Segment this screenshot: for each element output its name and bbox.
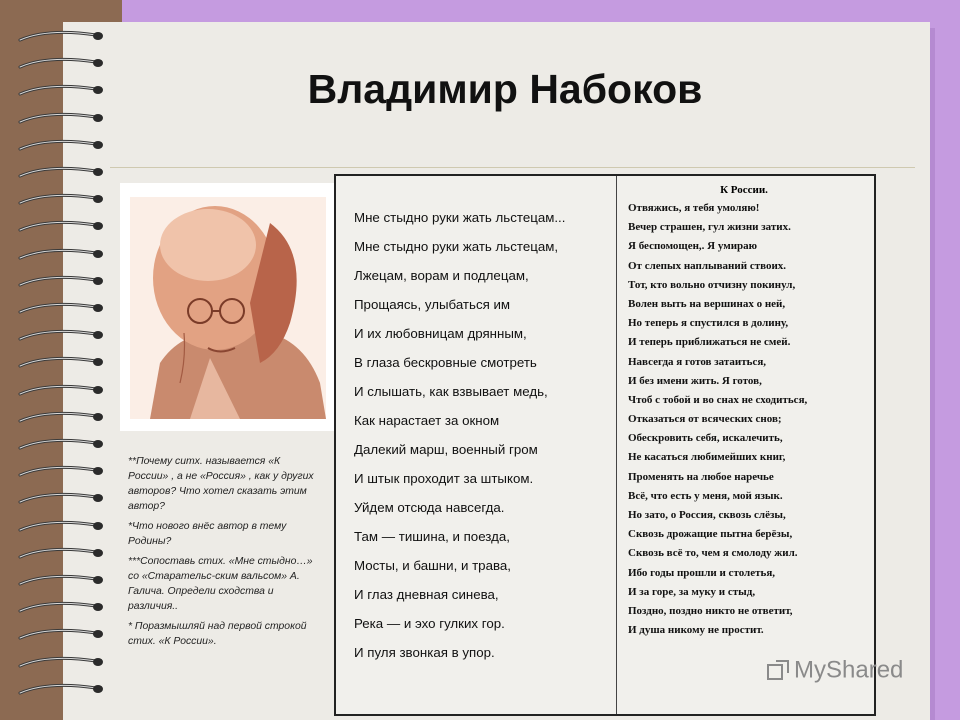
poem-ashamed-line: Уйдем отсюда навсегда. — [354, 500, 505, 515]
spiral-ring-icon — [18, 492, 104, 506]
spiral-ring-icon — [18, 656, 104, 670]
poem-ashamed-line: И их любовницам дрянным, — [354, 326, 527, 341]
question-3: ***Сопоставь стих. «Мне стыдно…» со «Старательс-ским вальсом» А. Галича. Определи сходства и различия.. — [128, 556, 313, 612]
question-1: **Почему ситх. называется «К России» , а не «Россия» , как у других авторов? Что хотел сказать этим автор? — [128, 456, 314, 512]
poem-to-russia-line: Но зато, о Россия, сквозь слёзы, — [628, 509, 786, 521]
poem-to-russia-line: Поздно, поздно никто не ответит, — [628, 604, 793, 617]
poem-to-russia-line: Волен выть на вершинах о ней, — [628, 297, 786, 310]
poem-to-russia-lines — [628, 199, 870, 640]
poem-to-russia-line: Отвяжись, я тебя умоляю! — [628, 202, 760, 214]
poem-ashamed-line: Мне стыдно руки жать льстецам... — [354, 210, 566, 225]
spiral-ring-icon — [18, 601, 104, 615]
spiral-ring-icon — [18, 547, 104, 561]
poem-to-russia-line: Обескровить себя, искалечить, — [628, 432, 783, 445]
poem-ashamed-line: И слышать, как взвывает медь, — [354, 384, 548, 399]
title-rule — [110, 167, 915, 168]
portrait-sketch-icon — [120, 183, 336, 431]
poem-to-russia-line: Ибо годы прошли и столетья, — [628, 566, 776, 579]
spiral-ring-icon — [18, 356, 104, 370]
poem-ashamed-line: В глаза бескровные смотреть — [354, 355, 537, 370]
poem-ashamed-line: Там — тишина, и поезда, — [354, 529, 510, 544]
poem-to-russia-line: Но теперь я спустился в долину, — [628, 317, 789, 330]
spiral-ring-icon — [18, 520, 104, 534]
poems-table — [334, 174, 876, 716]
poem-ashamed-line: Далекий марш, военный гром — [354, 442, 538, 457]
spiral-ring-icon — [18, 411, 104, 425]
poem-ashamed — [354, 203, 609, 667]
poem-to-russia-line: Всё, что есть у меня, мой язык. — [628, 489, 783, 502]
poem-to-russia-line: Вечер страшен, гул жизни затих. — [628, 221, 791, 234]
spiral-ring-icon — [18, 193, 104, 207]
spiral-ring-icon — [18, 384, 104, 398]
poem-to-russia-line: От слепых наплываний ствоих. — [628, 259, 787, 272]
poem-to-russia-line: Навсегда я готов затаиться, — [628, 355, 767, 368]
spiral-ring-icon — [18, 628, 104, 642]
myshared-logo-icon — [766, 659, 790, 683]
spiral-ring-icon — [18, 139, 104, 153]
spiral-ring-icon — [18, 438, 104, 452]
spiral-ring-icon — [18, 166, 104, 180]
question-4: * Поразмышляй над первой строкой стих. «К России». — [128, 621, 307, 647]
poem-to-russia-line: И без имени жить. Я готов, — [628, 374, 762, 387]
poem-to-russia — [628, 181, 870, 640]
poem-ashamed-line: Прощаясь, улыбаться им — [354, 297, 511, 312]
watermark-text: MyShared — [794, 656, 904, 684]
myshared-watermark — [766, 656, 903, 688]
study-questions — [128, 454, 318, 654]
spiral-ring-icon — [18, 465, 104, 479]
poem-to-russia-line: Тот, кто вольно отчизну покинул, — [628, 278, 796, 291]
poem-ashamed-line: Лжецам, ворам и подлецам, — [354, 268, 529, 283]
spiral-ring-icon — [18, 574, 104, 588]
poem-to-russia-title: К России. — [720, 184, 768, 196]
poem-to-russia-line: И душа никому не простит. — [628, 624, 764, 637]
poem-to-russia-line: Сквозь дрожащие пытна берёзы, — [628, 528, 793, 541]
spiral-ring-icon — [18, 275, 104, 289]
spiral-ring-icon — [18, 57, 104, 71]
poem-to-russia-line: Променять на любое наречье — [628, 470, 774, 483]
spiral-ring-icon — [18, 30, 104, 44]
spiral-ring-icon — [18, 248, 104, 262]
poem-to-russia-line: Отказаться от всяческих снов; — [628, 413, 782, 426]
poem-ashamed-line: Мне стыдно руки жать льстецам, — [354, 239, 559, 254]
page-title: Владимир Набоков — [307, 66, 703, 112]
poem-to-russia-line: Чтоб с тобой и во снах не сходиться, — [628, 393, 808, 406]
column-divider — [616, 176, 617, 714]
poem-to-russia-line: Не касаться любимейших книг, — [628, 451, 786, 464]
poem-ashamed-line: И штык проходит за штыком. — [354, 471, 534, 486]
poem-to-russia-line: Я беспомощен,. Я умираю — [628, 240, 758, 253]
spiral-ring-icon — [18, 84, 104, 98]
author-portrait — [120, 183, 336, 431]
spiral-ring-icon — [18, 112, 104, 126]
question-2: *Что нового внёс автор в тему Родины? — [128, 521, 287, 547]
poem-to-russia-line: И теперь приближаться не смей. — [628, 336, 791, 349]
poem-to-russia-line: И за горе, за муку и стыд, — [628, 585, 756, 598]
spiral-ring-icon — [18, 302, 104, 316]
spiral-ring-icon — [18, 220, 104, 234]
poem-ashamed-line: И пуля звонкая в упор. — [354, 645, 495, 660]
spiral-ring-icon — [18, 683, 104, 697]
poem-ashamed-line: Река — и эхо гулких гор. — [354, 616, 505, 631]
poem-to-russia-line: Сквозь всё то, чем я смолоду жил. — [628, 547, 798, 560]
poem-ashamed-line: Мосты, и башни, и трава, — [354, 558, 511, 573]
poem-ashamed-line: Как нарастает за окном — [354, 413, 500, 428]
poem-ashamed-line: И глаз дневная синева, — [354, 587, 499, 602]
spiral-ring-icon — [18, 329, 104, 343]
